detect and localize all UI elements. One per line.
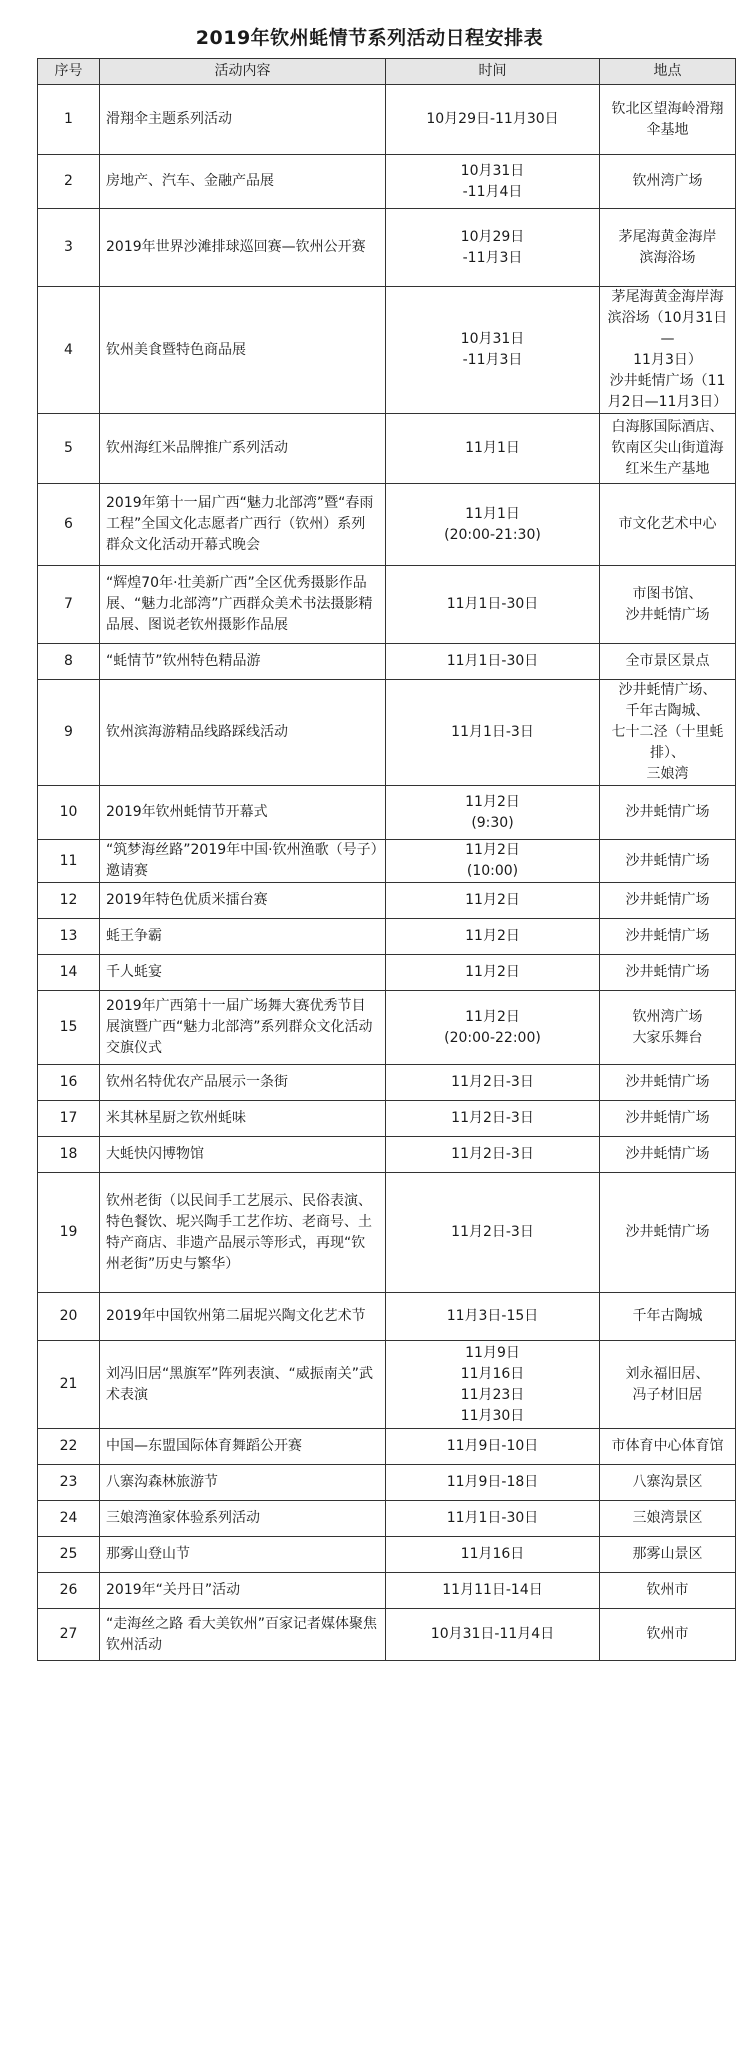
place-cell: 八寨沟景区 [600, 1465, 736, 1501]
time-cell: 11月9日-10日 [386, 1429, 600, 1465]
time-cell: 11月2日 (20:00-22:00) [386, 991, 600, 1065]
place-cell: 沙井蚝情广场 [600, 1101, 736, 1137]
table-row [38, 209, 736, 287]
table-row [38, 991, 736, 1065]
row-number: 12 [38, 883, 100, 919]
row-number: 20 [38, 1293, 100, 1341]
time-cell: 10月31日 -11月3日 [386, 287, 600, 414]
activity-cell: 八寨沟森林旅游节 [100, 1465, 386, 1501]
time-cell: 10月29日 -11月3日 [386, 209, 600, 287]
time-cell: 11月9日-18日 [386, 1465, 600, 1501]
place-cell: 钦州湾广场 [600, 155, 736, 209]
row-number: 24 [38, 1501, 100, 1537]
table-row [38, 155, 736, 209]
place-cell: 三娘湾景区 [600, 1501, 736, 1537]
row-number: 13 [38, 919, 100, 955]
row-number: 1 [38, 85, 100, 155]
table-row [38, 1065, 736, 1101]
activity-cell: 刘冯旧居“黑旗军”阵列表演、“威振南关”武术表演 [100, 1341, 386, 1429]
place-cell: 沙井蚝情广场 [600, 1065, 736, 1101]
row-number: 6 [38, 484, 100, 566]
activity-cell: 大蚝快闪博物馆 [100, 1137, 386, 1173]
time-cell: 11月3日-15日 [386, 1293, 600, 1341]
table-row [38, 1173, 736, 1293]
time-cell: 11月1日-30日 [386, 644, 600, 680]
time-cell: 11月2日 (9:30) [386, 786, 600, 840]
activity-cell: 三娘湾渔家体验系列活动 [100, 1501, 386, 1537]
row-number: 2 [38, 155, 100, 209]
time-cell: 11月2日 (10:00) [386, 840, 600, 883]
time-cell: 10月31日-11月4日 [386, 1609, 600, 1661]
table-row [38, 1465, 736, 1501]
header-no: 序号 [38, 59, 100, 85]
activity-cell: 2019年特色优质米擂台赛 [100, 883, 386, 919]
header-time: 时间 [386, 59, 600, 85]
table-row [38, 1501, 736, 1537]
time-cell: 11月1日-30日 [386, 1501, 600, 1537]
time-cell: 11月2日-3日 [386, 1173, 600, 1293]
time-cell: 11月2日-3日 [386, 1137, 600, 1173]
activity-cell: 千人蚝宴 [100, 955, 386, 991]
place-cell: 沙井蚝情广场、 千年古陶城、 七十二泾（十里蚝 排）、 三娘湾 [600, 680, 736, 786]
activity-cell: 中国—东盟国际体育舞蹈公开赛 [100, 1429, 386, 1465]
table-header-row [38, 59, 736, 85]
time-cell: 11月1日-3日 [386, 680, 600, 786]
activity-cell: 钦州滨海游精品线路踩线活动 [100, 680, 386, 786]
place-cell: 沙井蚝情广场 [600, 786, 736, 840]
place-cell: 沙井蚝情广场 [600, 883, 736, 919]
table-row [38, 414, 736, 484]
table-row [38, 919, 736, 955]
place-cell: 钦州市 [600, 1573, 736, 1609]
header-activity: 活动内容 [100, 59, 386, 85]
table-row [38, 1293, 736, 1341]
time-cell: 11月2日-3日 [386, 1101, 600, 1137]
place-cell: 刘永福旧居、 冯子材旧居 [600, 1341, 736, 1429]
row-number: 10 [38, 786, 100, 840]
row-number: 19 [38, 1173, 100, 1293]
table-row [38, 1609, 736, 1661]
table-row [38, 1429, 736, 1465]
time-cell: 10月31日 -11月4日 [386, 155, 600, 209]
table-row [38, 566, 736, 644]
place-cell: 千年古陶城 [600, 1293, 736, 1341]
row-number: 7 [38, 566, 100, 644]
activity-cell: 那雾山登山节 [100, 1537, 386, 1573]
time-cell: 11月1日 (20:00-21:30) [386, 484, 600, 566]
activity-cell: 2019年世界沙滩排球巡回赛—钦州公开赛 [100, 209, 386, 287]
time-cell: 11月9日 11月16日 11月23日 11月30日 [386, 1341, 600, 1429]
time-cell: 10月29日-11月30日 [386, 85, 600, 155]
place-cell: 白海豚国际酒店、 钦南区尖山街道海 红米生产基地 [600, 414, 736, 484]
schedule-table [37, 58, 736, 1661]
row-number: 11 [38, 840, 100, 883]
time-cell: 11月2日 [386, 919, 600, 955]
time-cell: 11月11日-14日 [386, 1573, 600, 1609]
activity-cell: 2019年第十一届广西“魅力北部湾”暨“春雨工程”全国文化志愿者广西行（钦州）系列群众文化活动开幕式晚会 [100, 484, 386, 566]
table-row [38, 644, 736, 680]
place-cell: 沙井蚝情广场 [600, 919, 736, 955]
place-cell: 沙井蚝情广场 [600, 840, 736, 883]
place-cell: 茅尾海黄金海岸海 滨浴场（10月31日— 11月3日） 沙井蚝情广场（11 月2日—11月3日） [600, 287, 736, 414]
activity-cell: “筑梦海丝路”2019年中国·钦州渔歌（号子）邀请赛 [100, 840, 386, 883]
table-row [38, 1537, 736, 1573]
place-cell: 市体育中心体育馆 [600, 1429, 736, 1465]
page-title: 2019年钦州蚝情节系列活动日程安排表 [195, 27, 544, 49]
table-row [38, 883, 736, 919]
table-row [38, 484, 736, 566]
table-row [38, 786, 736, 840]
place-cell: 沙井蚝情广场 [600, 955, 736, 991]
row-number: 16 [38, 1065, 100, 1101]
activity-cell: 钦州美食暨特色商品展 [100, 287, 386, 414]
activity-cell: 滑翔伞主题系列活动 [100, 85, 386, 155]
place-cell: 沙井蚝情广场 [600, 1173, 736, 1293]
time-cell: 11月2日-3日 [386, 1065, 600, 1101]
row-number: 18 [38, 1137, 100, 1173]
time-cell: 11月16日 [386, 1537, 600, 1573]
activity-cell: 钦州名特优农产品展示一条街 [100, 1065, 386, 1101]
row-number: 3 [38, 209, 100, 287]
table-row [38, 1341, 736, 1429]
activity-cell: 房地产、汽车、金融产品展 [100, 155, 386, 209]
schedule-body [38, 85, 736, 1661]
table-row [38, 955, 736, 991]
row-number: 15 [38, 991, 100, 1065]
place-cell: 钦州湾广场 大家乐舞台 [600, 991, 736, 1065]
activity-cell: 钦州老街（以民间手工艺展示、民俗表演、特色餐饮、坭兴陶手工艺作坊、老商号、土特产商店、非遗产品展示等形式，再现“钦州老街”历史与繁华） [100, 1173, 386, 1293]
activity-cell: 2019年“关丹日”活动 [100, 1573, 386, 1609]
row-number: 8 [38, 644, 100, 680]
place-cell: 茅尾海黄金海岸 滨海浴场 [600, 209, 736, 287]
place-cell: 钦北区望海岭滑翔 伞基地 [600, 85, 736, 155]
time-cell: 11月1日-30日 [386, 566, 600, 644]
place-cell: 市图书馆、 沙井蚝情广场 [600, 566, 736, 644]
row-number: 4 [38, 287, 100, 414]
activity-cell: 2019年广西第十一届广场舞大赛优秀节目展演暨广西“魅力北部湾”系列群众文化活动交旗仪式 [100, 991, 386, 1065]
activity-cell: 2019年钦州蚝情节开幕式 [100, 786, 386, 840]
place-cell: 钦州市 [600, 1609, 736, 1661]
time-cell: 11月1日 [386, 414, 600, 484]
activity-cell: “走海丝之路 看大美钦州”百家记者媒体聚焦钦州活动 [100, 1609, 386, 1661]
row-number: 5 [38, 414, 100, 484]
activity-cell: 米其林星厨之钦州蚝味 [100, 1101, 386, 1137]
place-cell: 沙井蚝情广场 [600, 1137, 736, 1173]
table-row [38, 840, 736, 883]
table-row [38, 1137, 736, 1173]
time-cell: 11月2日 [386, 955, 600, 991]
table-row [38, 1101, 736, 1137]
time-cell: 11月2日 [386, 883, 600, 919]
row-number: 21 [38, 1341, 100, 1429]
row-number: 9 [38, 680, 100, 786]
table-row [38, 85, 736, 155]
activity-cell: “蚝情节”钦州特色精品游 [100, 644, 386, 680]
activity-cell: 钦州海红米品牌推广系列活动 [100, 414, 386, 484]
row-number: 27 [38, 1609, 100, 1661]
place-cell: 那雾山景区 [600, 1537, 736, 1573]
row-number: 25 [38, 1537, 100, 1573]
header-place: 地点 [600, 59, 736, 85]
table-row [38, 1573, 736, 1609]
row-number: 26 [38, 1573, 100, 1609]
place-cell: 全市景区景点 [600, 644, 736, 680]
table-row [38, 680, 736, 786]
table-row [38, 287, 736, 414]
row-number: 17 [38, 1101, 100, 1137]
row-number: 23 [38, 1465, 100, 1501]
place-cell: 市文化艺术中心 [600, 484, 736, 566]
activity-cell: 蚝王争霸 [100, 919, 386, 955]
activity-cell: 2019年中国钦州第二届坭兴陶文化艺术节 [100, 1293, 386, 1341]
activity-cell: “辉煌70年·壮美新广西”全区优秀摄影作品展、“魅力北部湾”广西群众美术书法摄影精品展、图说老钦州摄影作品展 [100, 566, 386, 644]
row-number: 14 [38, 955, 100, 991]
row-number: 22 [38, 1429, 100, 1465]
